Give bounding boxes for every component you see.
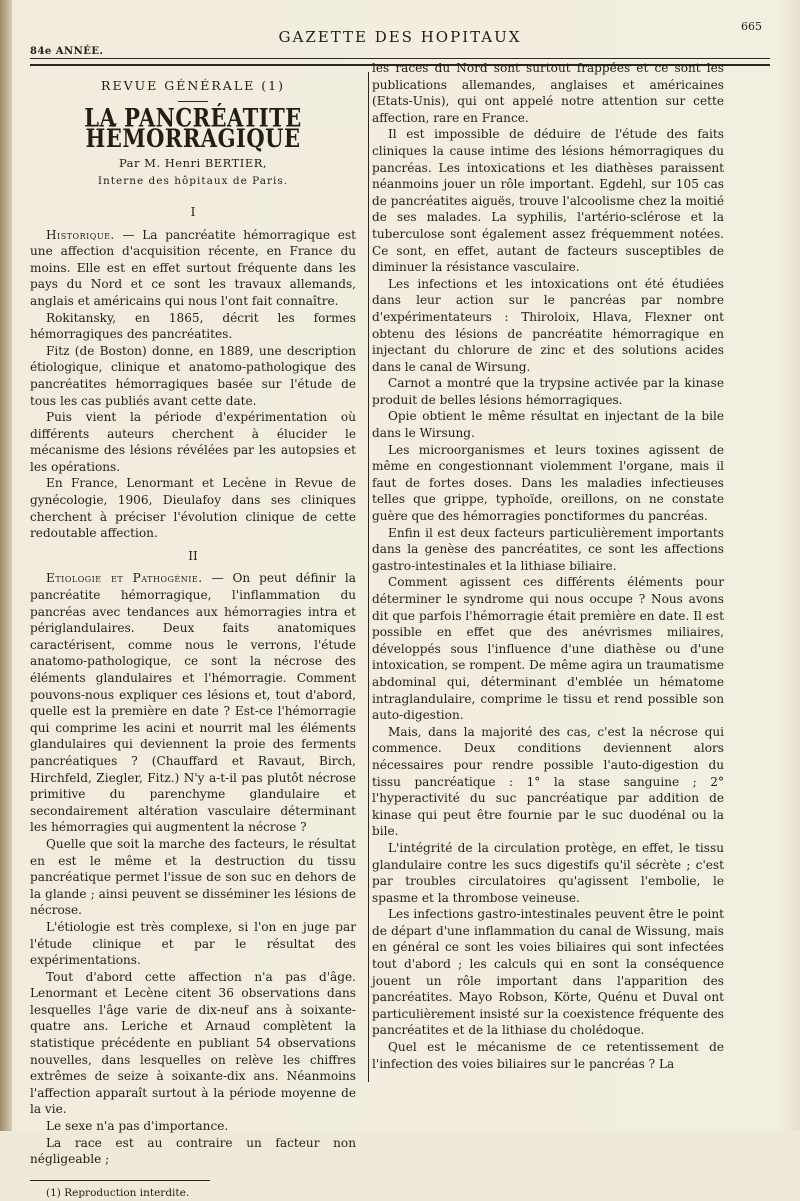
paragraph: Rokitansky, en 1865, décrit les formes hémorragiques des pancréatites. bbox=[30, 310, 356, 342]
paragraph: Historique. — La pancréatite hémorragique est une affection d'acquisition récente, en France du moins. Elle est en effet surtout fréquente dans les pays du Nord et ce sont les travaux allemands, anglais et américains qui nous l'ont fait connaître. bbox=[30, 227, 356, 308]
paragraph: Quel est le mécanisme de ce retentissement de l'infection des voies biliaires sur le pancréas ? La bbox=[372, 1040, 724, 1071]
paragraph: La race est au contraire un facteur non négligeable ; bbox=[30, 1135, 356, 1167]
paragraph: Etiologie et Pathogénie. — On peut définir la pancréatite hémorragique, l'inflammation du pancréas avec tendances aux hémorragies intra et périglandulaires. Deux faits anatomiques caractérisent, comme nous le verrons, l'étude anatomo-pathologique, ce sont la nécrose des éléments glandulaires et l'hémorragie. Comment pouvons-nous expliquer ces lésions et, tout d'abord, quelle est la première en date ? Est-ce l'hémorragie qui comprime les acini et nourrit mal les éléments glandulaires qui deviennent la proie des ferments pancréatiques ? (Chauffard et Ravaut, Birch, Hirchfeld, Ziegler, Fitz.) N'y a-t-il pas plutôt nécrose primitive du parenchyme glandulaire et secondairement altération vasculaire déterminant les hémorragies qui augmentent la nécrose ? bbox=[30, 571, 356, 835]
section-numeral: II bbox=[188, 548, 198, 563]
rubric: REVUE GÉNÉRALE (1) bbox=[101, 78, 285, 93]
paragraph: Puis vient la période d'expérimentation où différents auteurs cherchent à élucider le mécanisme des lésions révélées par les autopsies et les opérations. bbox=[30, 410, 356, 474]
left-column bbox=[30, 78, 356, 1201]
paragraph: Il est impossible de déduire de l'étude des faits cliniques la cause intime des lésions hémorragiques du pancréas. Les intoxications et les diathèses paraissent néanmoins jouer un rôle important. Egdehl, sur 105 cas de pancréatites aiguës, trouve l'alcoolisme chez la moitié de ses malades. La syphilis, l'artério-sclérose et la tuberculose sont également assez fréquemment notées. Ce sont, en effet, autant de facteurs susceptibles de diminuer la résistance vasculaire. bbox=[372, 127, 724, 275]
article-title: LA PANCRÉATITE HÉMORRAGIQUE bbox=[84, 102, 302, 153]
paragraph: Tout d'abord cette affection n'a pas d'âge. Lenormant et Lecène citent 36 observations dans lesquelles l'âge varie de dix-neuf ans à soixante-quatre ans. Leriche et Arnaud complètent la statistique précédente en publiant 54 observations nouvelles, dans lesquelles on relève les chiffres extrêmes de seize à soixante-dix ans. Néanmoins l'affection apparaît surtout à la période moyenne de la vie. bbox=[30, 969, 356, 1117]
author-role: Interne des hôpitaux de Paris. bbox=[97, 175, 289, 188]
paragraph: Quelle que soit la marche des facteurs, le résultat en est le même et la destruction du tissu pancréatique permet l'issue de son suc en dehors de la glande ; ainsi peuvent se disséminer les lésions de nécrose. bbox=[30, 836, 356, 918]
paragraph: Opie obtient le même résultat en injectant de la bile dans le Wirsung. bbox=[372, 409, 724, 441]
author-byline: Par M. Henri BERTIER, bbox=[118, 155, 268, 170]
year-label: 84e ANNÉE. bbox=[30, 46, 104, 57]
footnote-rule bbox=[30, 1180, 210, 1181]
book-spine-shadow bbox=[0, 0, 12, 1131]
section-heading: Etiologie et Pathogénie. bbox=[46, 571, 203, 586]
paragraph: Comment agissent ces différents éléments pour déterminer le syndrome qui nous occupe ? Nous avons dit que parfois l'hémorragie était première en date. Il est possible en effet que des anévrismes miliaires, développés sous l'influence d'une diathèse ou d'une intoxication, se rompent. De même agira un traumatisme abdominal qui, déterminant d'emblée un hématome intraglandulaire, comprime le tissu et rend possible son auto-digestion. bbox=[372, 575, 724, 723]
column-divider bbox=[368, 72, 369, 1082]
paragraph: Les microorganismes et leurs toxines agissent de même en congestionnant violemment l'organe, mais il faut de fortes doses. Dans les maladies infectieuses telles que grippe, typhoïde, oreillons, on ne constate guère que des hémorragies ponctiformes du pancréas. bbox=[372, 442, 724, 524]
paragraph: les races du Nord sont surtout frappées et ce sont les publications allemandes, anglaises et américaines (Etats-Unis), qui ont appelé notre attention sur cette affection, rare en France. bbox=[372, 61, 724, 125]
paragraph: Mais, dans la majorité des cas, c'est la nécrose qui commence. Deux conditions deviennent alors nécessaires pour rendre possible l'auto-digestion du tissu pancréatique : 1° la stase sanguine ; 2° l'hyperactivité du suc pancréatique par addition de kinase qui peut être fournie par le suc duodénal ou la bile. bbox=[372, 724, 724, 839]
section-heading: Historique. bbox=[46, 227, 115, 242]
paragraph: Enfin il est deux facteurs particulièrement importants dans la genèse des pancréatites, ce sont les affections gastro-intestinales et la lithiase biliaire. bbox=[372, 525, 724, 573]
right-column bbox=[372, 60, 724, 1072]
header-rule-thin bbox=[30, 58, 770, 59]
paragraph: Les infections et les intoxications ont été étudiées dans leur action sur le pancréas par nombre d'expérimentateurs : Thiroloix, Hlava, Flexner ont obtenu des lésions de pancréatite hémorragique en injectant du chlorure de zinc et des solutions acides dans le canal de Wirsung. bbox=[372, 276, 724, 374]
paragraph: L'étiologie est très complexe, si l'on en juge par l'étude clinique et par le résultat des expérimentations. bbox=[30, 919, 356, 968]
paragraph: L'intégrité de la circulation protège, en effet, le tissu glandulaire contre les sucs digestifs qu'il sécrète ; c'est par troubles circulatoires qu'agissent l'embolie, le spasme et la thrombose veineuse. bbox=[372, 840, 724, 905]
paragraph: En France, Lenormant et Lecène in Revue de gynécologie, 1906, Dieulafoy dans ses cliniques cherchent à préciser l'évolution clinique de cette redoutable affection. bbox=[30, 476, 356, 541]
paragraph: Carnot a montré que la trypsine activée par la kinase produit de belles lésions hémorragiques. bbox=[372, 376, 724, 407]
paragraph: Le sexe n'a pas d'importance. bbox=[46, 1119, 229, 1134]
rubric-dash bbox=[178, 101, 208, 102]
page-number: 665 bbox=[741, 20, 762, 33]
journal-title: GAZETTE DES HOPITAUX bbox=[278, 28, 522, 46]
footnote: (1) Reproduction interdite. bbox=[46, 1186, 190, 1199]
section-numeral: I bbox=[190, 204, 196, 219]
paragraph: Les infections gastro-intestinales peuvent être le point de départ d'une inflammation du canal de Wissung, mais en général ce sont les voies biliaires qui sont infectées tout d'abord ; les calculs qui en sont la conséquence jouent un rôle important dans l'apparition des pancréatites. Mayo Robson, Körte, Quénu et Duval ont particulièrement insisté sur la coexistence fréquente des pancréatites et de la lithiase du cholédoque. bbox=[372, 907, 724, 1038]
paragraph: Fitz (de Boston) donne, en 1889, une description étiologique, clinique et anatomo-pathologique des pancréatites hémorragiques basée sur l'étude de tous les cas publiés avant cette date. bbox=[30, 343, 356, 408]
